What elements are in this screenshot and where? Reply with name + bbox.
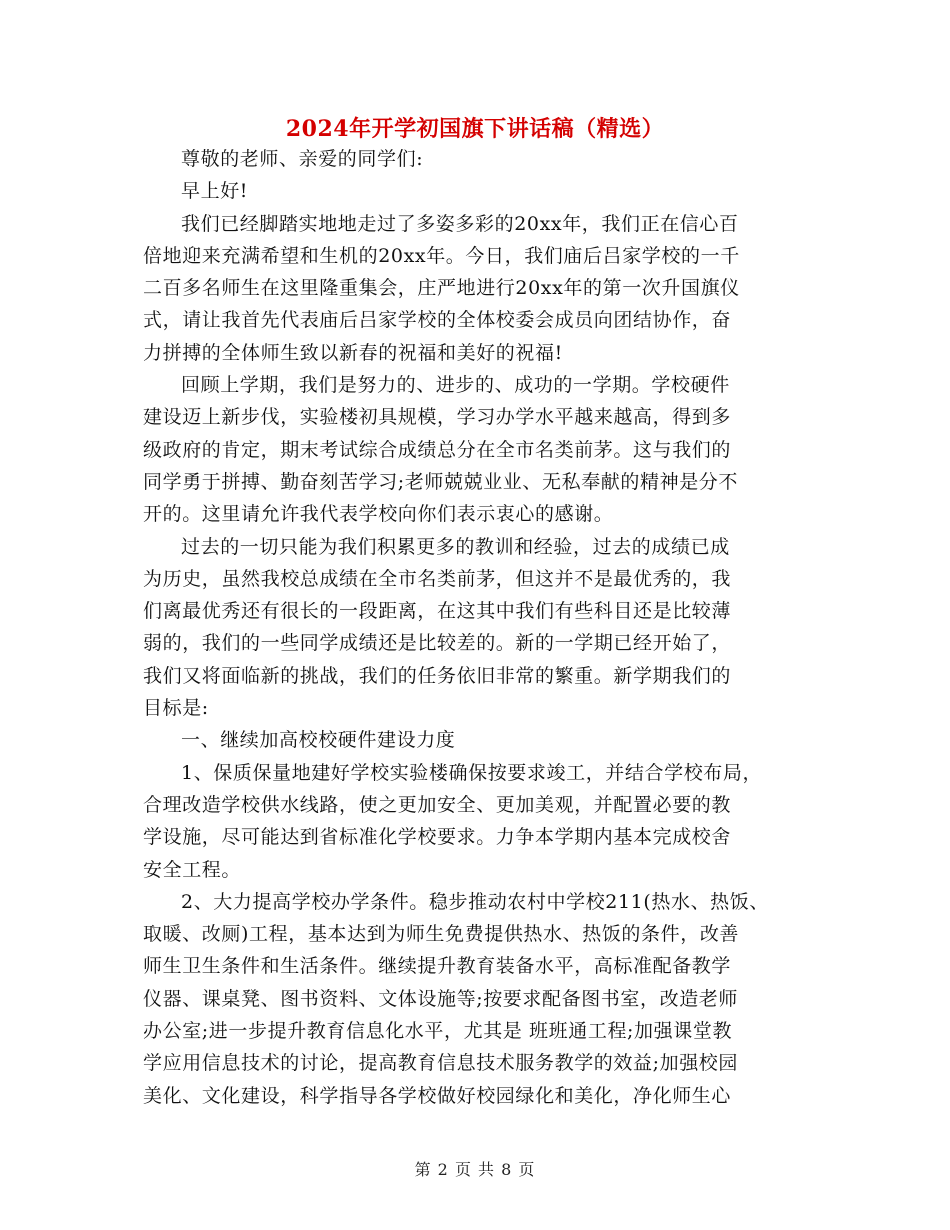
- text-line: 学应用信息技术的讨论，提高教育信息技术服务教学的效益;加强校园: [143, 1052, 739, 1075]
- paragraph-intro: [143, 208, 833, 369]
- text-line: 们离最优秀还有很长的一段距离，在这其中我们有些科目还是比较薄: [143, 600, 732, 623]
- page-footer: 第 2 页 共 8 页: [414, 1160, 536, 1179]
- text-line: 级政府的肯定，期末考试综合成绩总分在全市名类前茅。这与我们的: [143, 438, 732, 461]
- paragraph-item-1: [143, 757, 833, 886]
- text-line: 1、保质保量地建好学校实验楼确保按要求竣工，并结合学校布局，: [181, 761, 763, 784]
- text-line: 同学勇于拼搏、勤奋刻苦学习;老师兢兢业业、无私奉献的精神是分不: [143, 470, 739, 493]
- document-body: [143, 143, 833, 1112]
- section-heading: [143, 724, 833, 756]
- document-title: 2024年开学初国旗下讲话稿（精选）: [285, 116, 665, 142]
- text-line: 仪器、课桌凳、图书资料、文体设施等;按要求配备图书室，改造老师: [143, 987, 739, 1010]
- text-line: 回顾上学期，我们是努力的、进步的、成功的一学期。学校硬件: [181, 374, 730, 397]
- text-line: 2、大力提高学校办学条件。稳步推动农村中学校211(热水、热饭、: [181, 890, 769, 913]
- text-line: 早上好!: [181, 180, 249, 203]
- text-line: 开的。这里请允许我代表学校向你们表示衷心的感谢。: [143, 503, 614, 526]
- paragraph-past: [143, 531, 833, 725]
- text-line: 建设迈上新步伐，实验楼初具规模，学习办学水平越来越高，得到多: [143, 406, 732, 429]
- text-line: 取暖、改厕)工程，基本达到为师生免费提供热水、热饭的条件，改善: [143, 923, 740, 946]
- text-line: 倍地迎来充满希望和生机的20xx年。今日，我们庙后吕家学校的一千: [143, 244, 740, 267]
- paragraph-review: [143, 369, 833, 530]
- text-line: 安全工程。: [143, 858, 242, 881]
- text-line: 力拼搏的全体师生致以新春的祝福和美好的祝福!: [143, 341, 563, 364]
- text-line: 二百多名师生在这里隆重集会，庄严地进行20xx年的第一次升国旗仪: [143, 277, 740, 300]
- paragraph-greeting: [143, 143, 833, 175]
- text-line: 合理改造学校供水线路，使之更加安全、更加美观，并配置必要的教: [143, 793, 732, 816]
- text-line: 弱的，我们的一些同学成绩还是比较差的。新的一学期已经开始了，: [143, 632, 732, 655]
- text-line: 式，请让我首先代表庙后吕家学校的全体校委会成员向团结协作，奋: [143, 309, 732, 332]
- text-line: 目标是:: [143, 697, 209, 720]
- text-line: 为历史，虽然我校总成绩在全市名类前茅，但这并不是最优秀的，我: [143, 567, 732, 590]
- paragraph-item-2: [143, 886, 833, 1112]
- text-line: 美化、文化建设，科学指导各学校做好校园绿化和美化，净化师生心: [143, 1084, 732, 1107]
- text-line: 学设施，尽可能达到省标准化学校要求。力争本学期内基本完成校舍: [143, 826, 732, 849]
- text-line: 一、继续加高校校硬件建设力度: [181, 729, 456, 752]
- text-line: 我们已经脚踏实地地走过了多姿多彩的20xx年，我们正在信心百: [181, 212, 739, 235]
- text-line: 师生卫生条件和生活条件。继续提升教育装备水平，高标准配备教学: [143, 955, 732, 978]
- paragraph-morning: [143, 175, 833, 207]
- text-line: 尊敬的老师、亲爱的同学们:: [181, 148, 424, 170]
- text-line: 我们又将面临新的挑战，我们的任务依旧非常的繁重。新学期我们的: [143, 664, 732, 687]
- text-line: 过去的一切只能为我们积累更多的教训和经验，过去的成绩已成: [181, 535, 730, 558]
- text-line: 办公室;进一步提升教育信息化水平，尤其是 班班通工程;加强课堂教: [143, 1020, 733, 1043]
